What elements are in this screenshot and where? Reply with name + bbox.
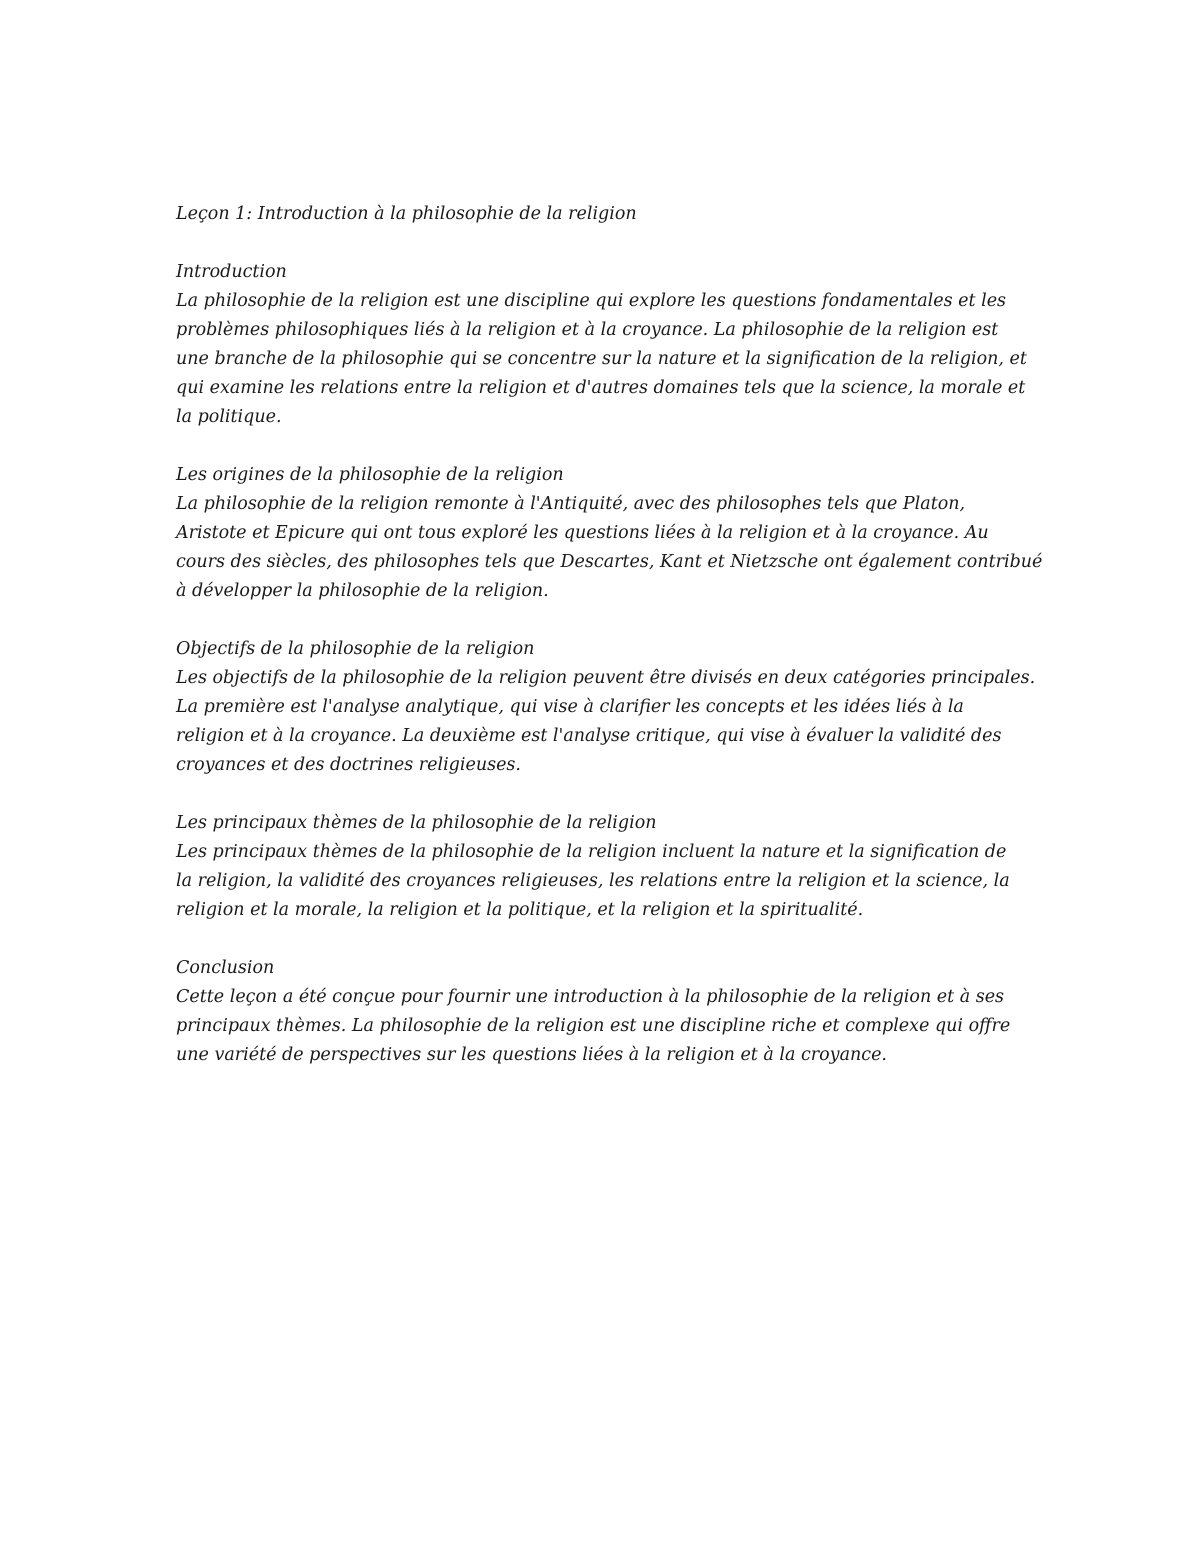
body-line: Aristote et Epicure qui ont tous exploré les questions liées à la religion et à la croyance. Au: [176, 523, 989, 543]
section-heading: Les origines de la philosophie de la religion: [176, 465, 564, 485]
paragraph-gap: [176, 229, 1036, 258]
section-themes: [176, 809, 1036, 925]
body-line: une branche de la philosophie qui se concentre sur la nature et la signification de la religion, et: [176, 349, 1027, 369]
section-heading: Introduction: [176, 262, 287, 282]
paragraph-gap: [176, 780, 1036, 809]
body-line: La première est l'analyse analytique, qui vise à clarifier les concepts et les idées liés à la: [176, 697, 964, 717]
body-line: problèmes philosophiques liés à la religion et à la croyance. La philosophie de la religion est: [176, 320, 999, 340]
paragraph-gap: [176, 925, 1036, 954]
body-line: religion et à la croyance. La deuxième est l'analyse critique, qui vise à évaluer la validité des: [176, 726, 1002, 746]
body-line: une variété de perspectives sur les questions liées à la religion et à la croyance.: [176, 1045, 887, 1065]
body-line: la religion, la validité des croyances religieuses, les relations entre la religion et la science, la: [176, 871, 1010, 891]
body-line: Les objectifs de la philosophie de la religion peuvent être divisés en deux catégories principales.: [176, 668, 1036, 688]
body-line: principaux thèmes. La philosophie de la religion est une discipline riche et complexe qui offre: [176, 1016, 1011, 1036]
section-heading: Objectifs de la philosophie de la religion: [176, 639, 535, 659]
section-conclusion: [176, 954, 1036, 1070]
paragraph-gap: [176, 606, 1036, 635]
body-line: la politique.: [176, 407, 282, 427]
body-line: croyances et des doctrines religieuses.: [176, 755, 521, 775]
section-objectives: [176, 635, 1036, 780]
body-line: La philosophie de la religion est une discipline qui explore les questions fondamentales et les: [176, 291, 1007, 311]
body-line: religion et la morale, la religion et la politique, et la religion et la spiritualité.: [176, 900, 864, 920]
paragraph-gap: [176, 432, 1036, 461]
body-line: cours des siècles, des philosophes tels que Descartes, Kant et Nietzsche ont également contribué: [176, 552, 1043, 572]
body-line: Les principaux thèmes de la philosophie de la religion incluent la nature et la signification de: [176, 842, 1007, 862]
document-page: [176, 200, 1043, 1070]
document-title: Leçon 1: Introduction à la philosophie de la religion: [176, 204, 637, 224]
body-line: La philosophie de la religion remonte à l'Antiquité, avec des philosophes tels que Platon,: [176, 494, 966, 514]
section-introduction: [176, 258, 1036, 432]
section-origins: [176, 461, 1043, 606]
body-line: à développer la philosophie de la religion.: [176, 581, 549, 601]
section-heading: Conclusion: [176, 958, 275, 978]
body-line: Cette leçon a été conçue pour fournir une introduction à la philosophie de la religion et à ses: [176, 987, 1005, 1007]
section-heading: Les principaux thèmes de la philosophie de la religion: [176, 813, 657, 833]
body-line: qui examine les relations entre la religion et d'autres domaines tels que la science, la morale et: [176, 378, 1026, 398]
